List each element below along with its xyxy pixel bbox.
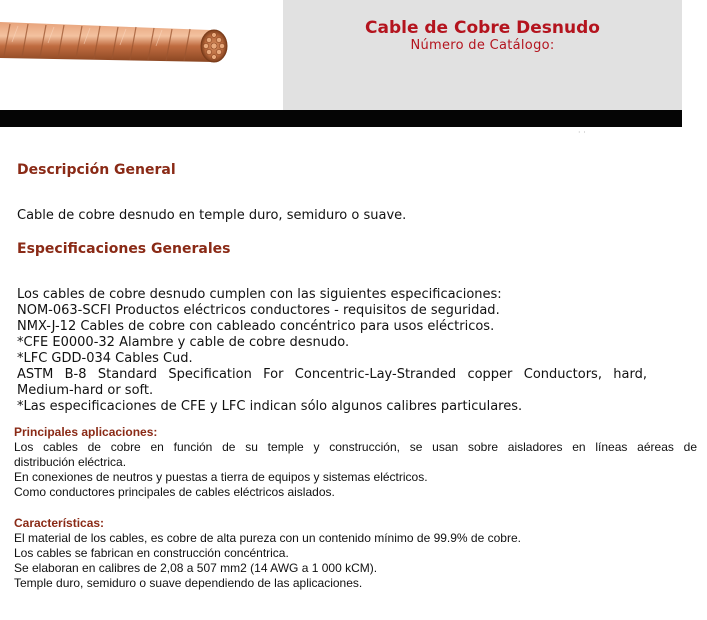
descripcion-heading: Descripción General <box>17 162 176 178</box>
aplicaciones-line: distribución eléctrica. <box>14 455 127 469</box>
copper-cable-image <box>0 0 283 110</box>
especificaciones-list <box>17 287 647 415</box>
caracteristicas-heading: Características: <box>14 516 105 530</box>
catalog-number-label: Número de Catálogo: <box>410 38 555 53</box>
spec-line: *Las especificaciones de CFE y LFC indican sólo algunos calibres particulares. <box>17 399 523 414</box>
spec-line: ASTM B-8 Standard Specification For Concentric-Lay-Stranded copper Conductors, hard, <box>17 367 647 382</box>
product-image-panel <box>0 0 283 110</box>
caracteristicas-line: Se elaboran en calibres de 2,08 a 507 mm2 (14 AWG a 1 000 kCM). <box>14 561 378 575</box>
title-panel <box>283 0 682 110</box>
spec-line: NMX-J-12 Cables de cobre con cableado concéntrico para usos eléctricos. <box>17 319 495 334</box>
spec-line: *CFE E0000-32 Alambre y cable de cobre desnudo. <box>17 335 350 350</box>
page-title: Cable de Cobre Desnudo <box>365 18 600 38</box>
descripcion-text: Cable de cobre desnudo en temple duro, semiduro o suave. <box>17 208 407 223</box>
page-header <box>0 0 707 127</box>
spec-line: Medium-hard or soft. <box>17 383 154 398</box>
especificaciones-heading: Especificaciones Generales <box>17 241 231 257</box>
aplicaciones-line: Como conductores principales de cables eléctricos aislados. <box>14 485 335 499</box>
spec-line: Los cables de cobre desnudo cumplen con las siguientes especificaciones: <box>17 287 502 302</box>
header-right-margin <box>682 0 707 127</box>
caracteristicas-list <box>14 531 521 591</box>
aplicaciones-line: Los cables de cobre en función de su temple y construcción, se usan sobre aisladores en líneas aéreas de <box>14 440 697 454</box>
aplicaciones-heading: Principales aplicaciones: <box>14 425 158 439</box>
caracteristicas-line: Temple duro, semiduro o suave dependiendo de las aplicaciones. <box>14 576 363 590</box>
aplicaciones-list <box>14 440 697 500</box>
header-divider-bar <box>0 110 682 127</box>
caracteristicas-line: El material de los cables, es cobre de alta pureza con un contenido mínimo de 99.9% de cobre. <box>14 531 521 545</box>
caracteristicas-line: Los cables se fabrican en construcción concéntrica. <box>14 546 289 560</box>
decorative-dots: · · <box>578 128 586 137</box>
spec-line: *LFC GDD-034 Cables Cud. <box>17 351 193 366</box>
aplicaciones-line: En conexiones de neutros y puestas a tierra de equipos y sistemas eléctricos. <box>14 470 428 484</box>
spec-line: NOM-063-SCFI Productos eléctricos conductores - requisitos de seguridad. <box>17 303 500 318</box>
